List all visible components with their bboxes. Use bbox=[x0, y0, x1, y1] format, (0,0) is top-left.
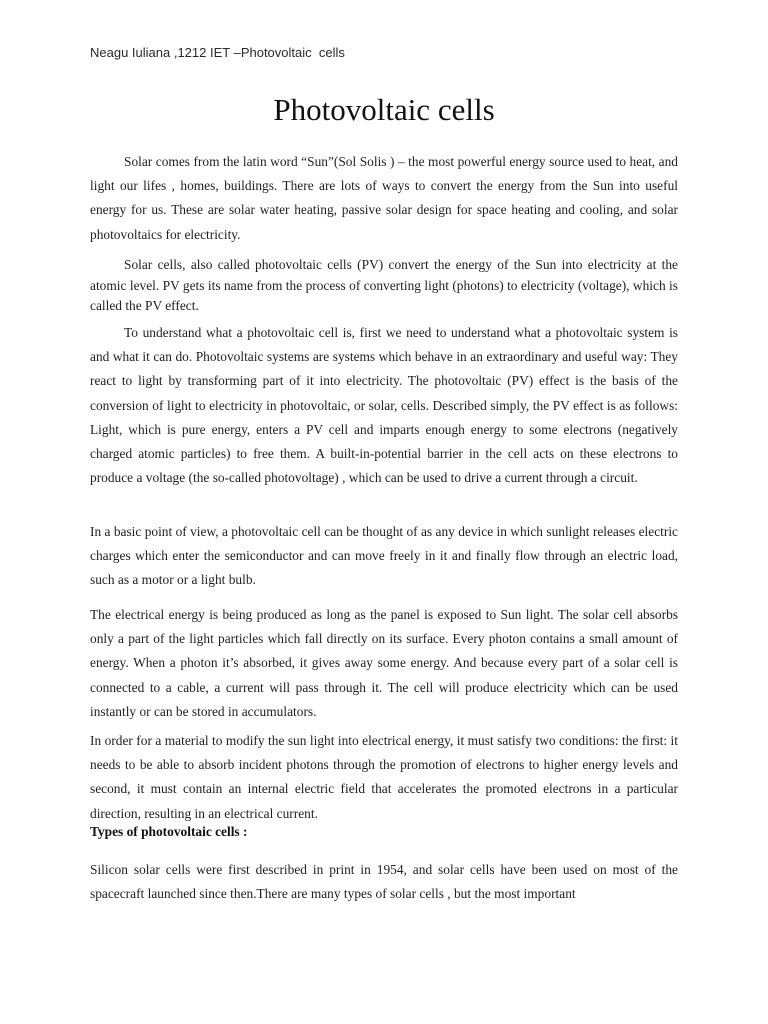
paragraph-silicon-cells: Silicon solar cells were first described in print in 1954, and solar cells have been used on most of the spacecraft launched since then.There are many types of solar cells , but the most important bbox=[90, 862, 678, 902]
paragraph-intro: Solar comes from the latin word “Sun”(Sol Solis ) – the most powerful energy source used to heat, and light our lifes , homes, buildings. There are lots of ways to convert the energy from the Sun into useful energy for us. These are solar water heating, passive solar design for space heating and cooling, and solar photovoltaics for electricity. bbox=[90, 154, 678, 242]
document-title: Photovoltaic cells bbox=[273, 92, 495, 127]
page-header: Neagu Iuliana ,1212 IET –Photovoltaic cells bbox=[90, 45, 345, 60]
section-heading-types: Types of photovoltaic cells : bbox=[90, 824, 248, 839]
paragraph-material-conditions: In order for a material to modify the sun light into electrical energy, it must satisfy two conditions: the first: it needs to be able to absorb incident photons through the promotion of electrons to higher energy levels and second, it must contain an internal electric field that accelerates the promoted electrons in a particular direction, resulting in an electrical current. bbox=[90, 733, 678, 821]
paragraph-pv-system: To understand what a photovoltaic cell is, first we need to understand what a photovoltaic system is and what it can do. Photovoltaic systems are systems which behave in an extraordinary and useful way: They react to light by transforming part of it into electricity. The photovoltaic (PV) effect is the basis of the conversion of light to electricity in photovoltaic, or solar, cells. Described simply, the PV effect is as follows: Light, which is pure energy, enters a PV cell and imparts enough energy to some electrons (negatively charged atomic particles) to free them. A built-in-potential barrier in the cell acts on these electrons to produce a voltage (the so-called photovoltage) , which can be used to drive a current through a circuit. bbox=[90, 325, 678, 486]
paragraph-electrical-energy: The electrical energy is being produced as long as the panel is exposed to Sun light. The solar cell absorbs only a part of the light particles which fall directly on its surface. Every photon contains a small amount of energy. When a photon it’s absorbed, it gives away some energy. And because every part of a solar cell is connected to a cable, a current will pass through it. The cell will produce electricity which can be used instantly or can be stored in accumulators. bbox=[90, 607, 678, 719]
paragraph-basic-view: In a basic point of view, a photovoltaic cell can be thought of as any device in which sunlight releases electric charges which enter the semiconductor and can move freely in it and finally flow through an electric load, such as a motor or a light bulb. bbox=[90, 524, 678, 588]
paragraph-solar-cells: Solar cells, also called photovoltaic cells (PV) convert the energy of the Sun into electricity at the atomic level. PV gets its name from the process of converting light (photons) to electricity (voltage), which is called the PV effect. bbox=[90, 257, 678, 313]
